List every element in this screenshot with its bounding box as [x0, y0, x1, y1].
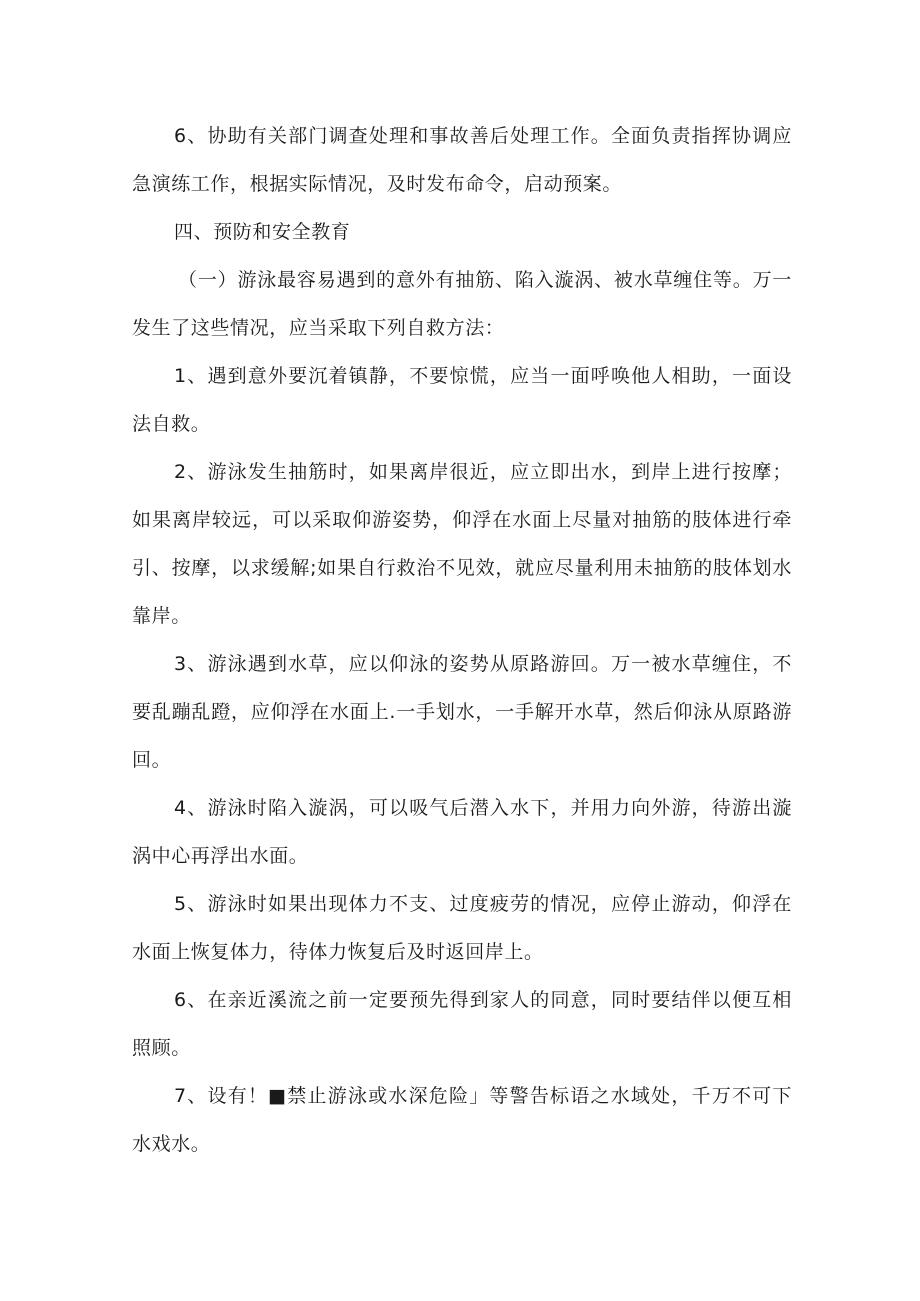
paragraph-item-4: 4、游泳时陷入漩涡，可以吸气后潜入水下，并用力向外游，待游出漩涡中心再浮出水面。	[132, 797, 792, 867]
paragraph-item-3: 3、游泳遇到水草，应以仰泳的姿势从原路游回。万一被水草缠住，不要乱蹦乱蹬，应仰浮在水面上.一手划水，一手解开水草，然后仰泳从原路游回。	[132, 653, 792, 771]
paragraph-item-1: 1、遇到意外要沉着镇静，不要惊慌，应当一面呼唤他人相助，一面设法自救。	[132, 365, 792, 435]
paragraph-item-6-coordination: 6、协助有关部门调查处理和事故善后处理工作。全面负责指挥协调应急演练工作，根据实际情况，及时发布命令，启动预案。	[132, 125, 792, 195]
paragraph-subsection-1: （一）游泳最容易遇到的意外有抽筋、陷入漩涡、被水草缠住等。万一发生了这些情况，应当采取下列自救方法：	[132, 269, 792, 339]
paragraph-item-6-family: 6、在亲近溪流之前一定要预先得到家人的同意，同时要结伴以便互相照顾。	[132, 989, 792, 1059]
paragraph-item-7: 7、设有！■禁止游泳或水深危险」等警告标语之水域处，千万不可下水戏水。	[132, 1085, 792, 1155]
paragraph-item-2: 2、游泳发生抽筋时，如果离岸很近，应立即出水，到岸上进行按摩；如果离岸较远，可以采取仰游姿势，仰浮在水面上尽量对抽筋的肢体进行牵引、按摩，以求缓解;如果自行救治不见效，就应尽量利用未抽筋的肢体划水靠岸。	[132, 461, 792, 627]
section-heading-prevention: 四、预防和安全教育	[174, 221, 351, 243]
document-body	[132, 112, 792, 1168]
paragraph-item-5: 5、游泳时如果出现体力不支、过度疲劳的情况，应停止游动，仰浮在水面上恢复体力，待体力恢复后及时返回岸上。	[132, 893, 792, 963]
